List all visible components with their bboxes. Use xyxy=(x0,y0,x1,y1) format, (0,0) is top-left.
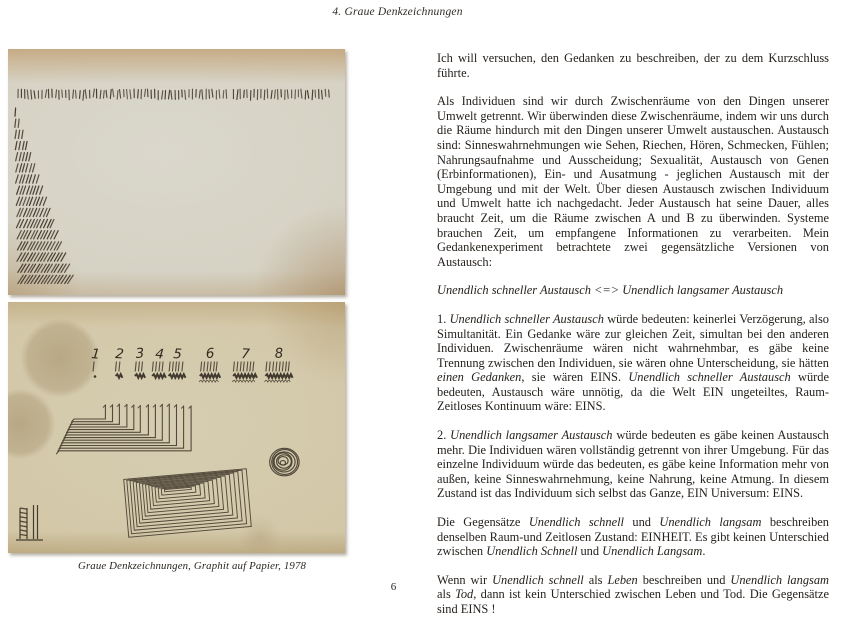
paragraph-7: Wenn wir Unendlich schnell als Leben beschreiben und Unendlich langsam als Tod, dann ist kein Unterschied zwischen Leben und Tod. Die Gegensätze sind EINS ! xyxy=(437,573,829,617)
paragraph-5: 2. Unendlich langsamer Austausch würde bedeuten es gäbe keinen Austausch mehr. Die Individuen wären vollständig getrennt von ihrer Umgebung. Für das einzelne Individuum würde das bedeuten, es gäbe keine Information mehr von außen, keine Sinneswahrnehmung, keine Nahrung, keine Atmung. In diesem Zustand ist das Individuum sich selbst das Ganze, EIN Universum: EINS. xyxy=(437,428,829,501)
handwritten-numeral-5: 5 xyxy=(173,346,183,363)
paragraph-3: Unendlich schneller Austausch <=> Unendlich langsamer Austausch xyxy=(437,283,829,298)
page-number: 6 xyxy=(0,581,787,593)
handwritten-numeral-4: 4 xyxy=(155,346,165,363)
handwritten-numeral-1: 1 xyxy=(91,346,101,363)
handwritten-numeral-8: 8 xyxy=(274,345,284,362)
handwritten-numeral-6: 6 xyxy=(205,346,214,362)
paragraph-6: Die Gegensätze Unendlich schnell und Unendlich langsam beschreiben denselben Raum-und Zeitlosen Zustand: EINHEIT. Es gibt keinen Unterschied zwischen Unendlich Schnell und Unendlich Langsam. xyxy=(437,515,829,559)
paragraph-4: 1. Unendlich schneller Austausch würde bedeuten: keinerlei Verzögerung, also Simultanität. Ein Gedanke wäre zur gleichen Zeit, simultan bei den anderen Individuen. Zwischenräume wären nicht wahrnehmbar, es gäbe keine Trennung zwischen den Individuen, sie wären ohne Unterscheidung, sie hätten einen Gedanken, sie wären EINS. Unendlich schneller Austausch würde bedeuten, Austausch wäre unnötig, da die Welt EIN ungeteiltes, Raum- Zeitloses Kontinuum wäre: EINS. xyxy=(437,312,829,414)
handwritten-numeral-3: 3 xyxy=(135,345,145,362)
figure-caption: Graue Denkzeichnungen, Graphit auf Papier, 1978 xyxy=(78,560,306,572)
figure-grey-drawing-top xyxy=(8,49,345,295)
graphite-tally-drawing xyxy=(8,49,345,295)
paragraph-2: Als Individuen sind wir durch Zwischenräume von den Dingen unserer Umwelt getrennt. Wir überwinden diese Zwischenräume, indem wir uns durch die Räume hindurch mit den Dingen unserer Umwelt austauschen. Austausch sind: Sinneswahrnehmungen wie Sehen, Riechen, Hören, Schmecken, Fühlen; Nahrungsaufnahme und Ausscheidung; Sexualität, Austausch von Genen (Erbinformationen), Ein- und Ausatmung - jeglichen Austausch mit der Umgebung und mit der Welt. Über diesen Austausch zwischen Individuum und Umwelt hatte ich nachgedacht. Jeder Austausch hat seine Dauer, alles braucht Zeit, um die Räume zwischen A und B zu überwinden. Systeme brauchen Zeit, um empfangene Informationen zu verarbeiten. Mein Gedankenexperiment betrachtete zwei gegensätzliche Versionen von Austausch: xyxy=(437,94,829,269)
paragraph-1: Ich will versuchen, den Gedanken zu beschreiben, der zu dem Kurzschluss führte. xyxy=(437,51,829,80)
handwritten-numeral-7: 7 xyxy=(241,346,251,362)
figure-grey-drawing-bottom xyxy=(8,302,345,553)
body-text xyxy=(437,51,829,617)
graphite-numbers-drawing xyxy=(8,302,345,553)
page-header: 4. Graue Denkzeichnungen xyxy=(0,6,795,18)
handwritten-numeral-2: 2 xyxy=(115,346,125,363)
